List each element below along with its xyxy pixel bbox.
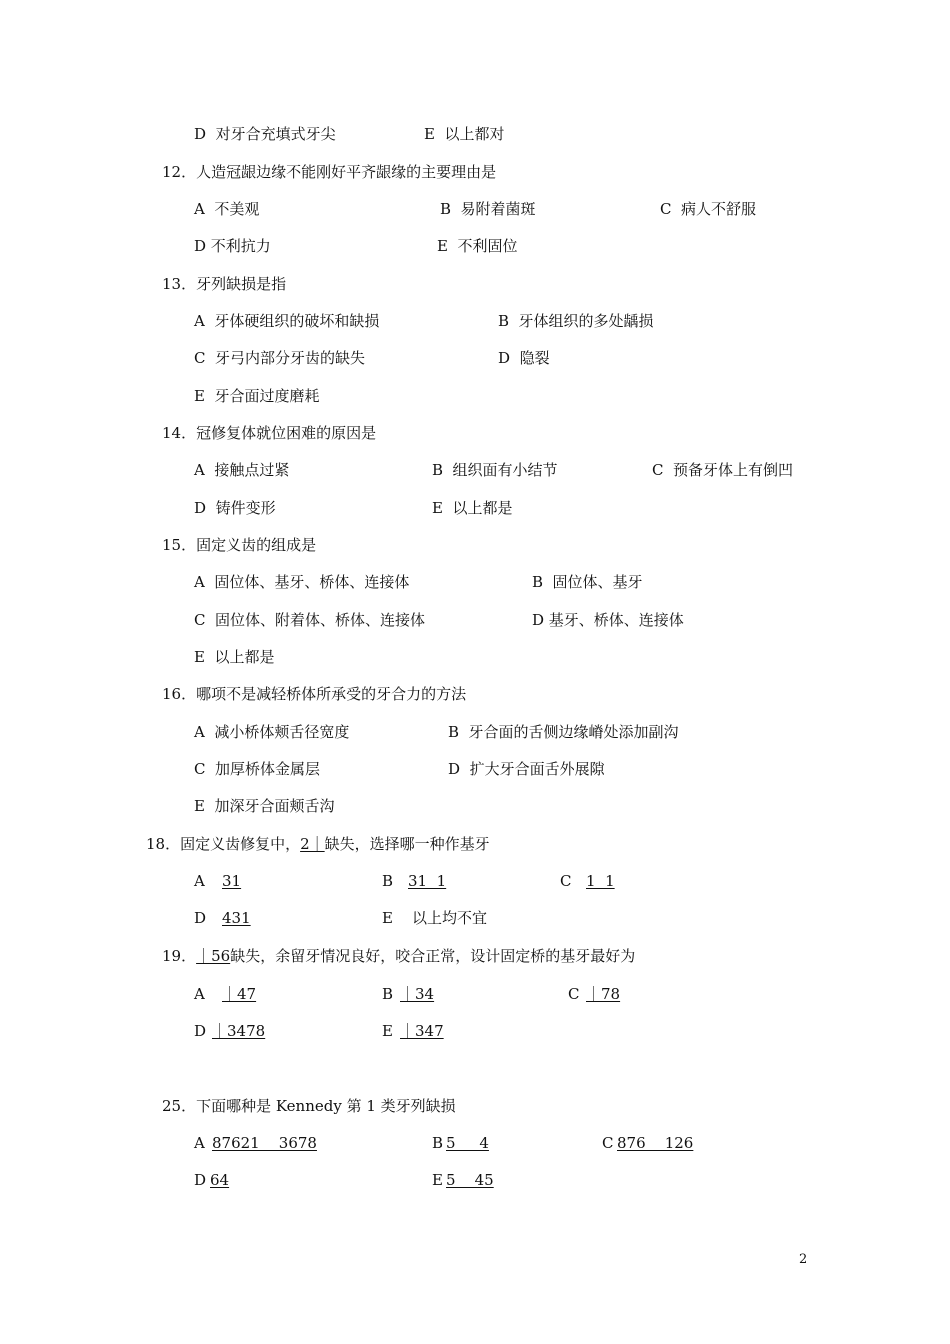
q18-option-d-letter: D <box>194 909 207 927</box>
page-number: 2 <box>799 1252 808 1267</box>
q16-stem: 16．哪项不是减轻桥体所承受的牙合力的方法 <box>162 685 467 703</box>
q18-option-a-letter: A <box>194 872 205 890</box>
q13-option-b: B 牙体组织的多处龋损 <box>498 312 654 330</box>
q16-option-a: A 减小桥体颊舌径宽度 <box>194 723 350 741</box>
q14-option-c: C 预备牙体上有倒凹 <box>652 461 794 479</box>
q16-option-b: B 牙合面的舌侧边缘嵴处添加副沟 <box>448 723 679 741</box>
q14-option-a: A 接触点过紧 <box>194 461 290 479</box>
q25-option-b-notation: 5 4 <box>446 1134 489 1152</box>
q18-tooth-notation: 2｜ <box>300 835 325 853</box>
q19-option-e-notation: ｜347 <box>400 1022 444 1040</box>
q19-option-d-notation: ｜3478 <box>212 1022 266 1040</box>
q15-stem: 15．固定义齿的组成是 <box>162 536 317 554</box>
q18-option-d-notation: 431 <box>222 909 251 927</box>
q14-option-e: E 以上都是 <box>432 499 513 517</box>
q19-option-a-letter: A <box>194 985 205 1003</box>
q15-option-d: D 基牙、桥体、连接体 <box>532 611 684 629</box>
q19-option-d-letter: D <box>194 1022 207 1040</box>
q18-option-b-notation: 31 1 <box>408 872 447 890</box>
q19-option-b-notation: ｜34 <box>400 985 435 1003</box>
q18-option-a-notation: 31 <box>222 872 242 890</box>
q19-stem-suffix: 缺失，余留牙情况良好，咬合正常，设计固定桥的基牙最好为 <box>230 947 636 965</box>
q12-stem: 12．人造冠龈边缘不能刚好平齐龈缘的主要理由是 <box>162 163 497 181</box>
q16-option-d: D 扩大牙合面舌外展隙 <box>448 760 605 778</box>
q25-option-a-letter: A <box>194 1134 205 1152</box>
q25-option-a-notation: 87621 3678 <box>212 1134 317 1152</box>
q18-stem-prefix: 18．固定义齿修复中， <box>146 835 301 853</box>
q19-option-e-letter: E <box>382 1022 393 1040</box>
q18-stem <box>146 834 490 854</box>
q12-option-d: D 不利抗力 <box>194 237 271 255</box>
q18-option-b-letter: B <box>382 872 394 890</box>
q25-option-e-letter: E <box>432 1171 443 1189</box>
q25-stem: 25．下面哪种是 Kennedy 第 1 类牙列缺损 <box>162 1097 456 1115</box>
q13-option-d: D 隐裂 <box>498 349 550 367</box>
q16-option-e: E 加深牙合面颊舌沟 <box>194 797 335 815</box>
q19-option-a-notation: ｜47 <box>222 985 257 1003</box>
q25-option-d-letter: D <box>194 1171 207 1189</box>
q15-option-c: C 固位体、附着体、桥体、连接体 <box>194 611 426 629</box>
q18-option-c-notation: 1 1 <box>586 872 615 890</box>
q12-option-e: E 不利固位 <box>437 237 518 255</box>
q19-option-b-letter: B <box>382 985 394 1003</box>
q25-option-b-letter: B <box>432 1134 444 1152</box>
q19-option-c-letter: C <box>568 985 580 1003</box>
q19-stem-prefix: 19． <box>162 947 197 965</box>
q13-option-e: E 牙合面过度磨耗 <box>194 387 320 405</box>
q18-option-e: E 以上均不宜 <box>382 909 488 927</box>
q25-option-d-notation: 64 <box>210 1171 230 1189</box>
q15-option-e: E 以上都是 <box>194 648 275 666</box>
q13-option-a: A 牙体硬组织的破坏和缺损 <box>194 312 380 330</box>
q14-option-d: D 铸件变形 <box>194 499 276 517</box>
q16-option-c: C 加厚桥体金属层 <box>194 760 321 778</box>
q11-option-e: E 以上都对 <box>424 125 505 143</box>
q11-option-d: D 对牙合充填式牙尖 <box>194 125 336 143</box>
q15-option-a: A 固位体、基牙、桥体、连接体 <box>194 573 410 591</box>
q14-option-b: B 组织面有小结节 <box>432 461 558 479</box>
q25-option-c-letter: C <box>602 1134 614 1152</box>
q12-option-c: C 病人不舒服 <box>660 200 757 218</box>
q12-option-a: A 不美观 <box>194 200 260 218</box>
q14-stem: 14．冠修复体就位困难的原因是 <box>162 424 377 442</box>
q12-option-b: B 易附着菌斑 <box>440 200 536 218</box>
q18-option-c-letter: C <box>560 872 572 890</box>
q25-option-e-notation: 5 45 <box>446 1171 494 1189</box>
q18-stem-suffix: 缺失，选择哪一种作基牙 <box>324 835 490 853</box>
q19-tooth-notation: ｜56 <box>196 947 231 965</box>
q25-option-c-notation: 876 126 <box>617 1134 694 1152</box>
q19-option-c-notation: ｜78 <box>586 985 621 1003</box>
q19-stem <box>162 946 635 966</box>
q13-option-c: C 牙弓内部分牙齿的缺失 <box>194 349 366 367</box>
q13-stem: 13．牙列缺损是指 <box>162 275 287 293</box>
q15-option-b: B 固位体、基牙 <box>532 573 643 591</box>
